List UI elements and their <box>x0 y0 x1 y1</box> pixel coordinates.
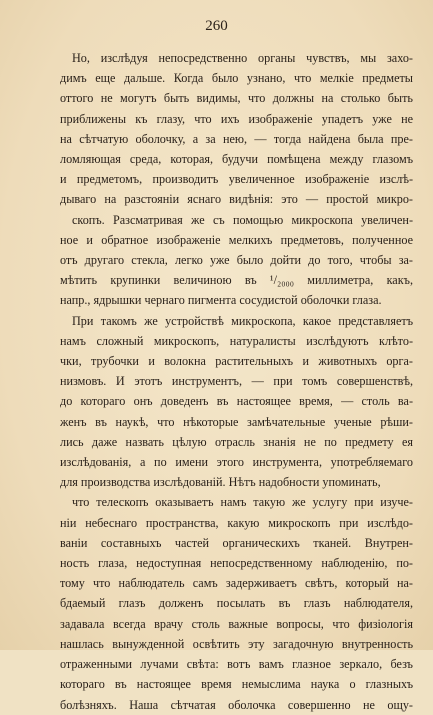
text-line: чки, трубочки и волокна растительныхъ и животныхъ орга- <box>60 354 413 369</box>
text-line: ное и обратное изображеніе мелкихъ предметовъ, полученное <box>60 232 413 247</box>
text-line: ваніи составныхъ частей органическихъ тканей. Внутрен- <box>60 535 413 550</box>
text-line: для производства изслѣдованій. Нѣтъ надобности упоминать, <box>60 475 381 490</box>
text-line: и предметомъ, производитъ увеличенное изображеніе изслѣ- <box>60 172 413 187</box>
text-line: до котораго онъ доведенъ въ настоящее время, — столь ва- <box>60 394 413 409</box>
text-line: что телескопъ оказываетъ намъ такую же услугу при изуче- <box>72 495 413 510</box>
text-line: на сѣтчатую оболочку, а за нею, — тогда найдена была пре- <box>60 131 413 146</box>
text-line: котораго въ настоящее время немыслима наука о глазныхъ <box>60 677 413 692</box>
text-line: отраженными лучами свѣта: вотъ вамъ глазное зеркало, безъ <box>60 657 413 672</box>
text-line: задавала всегда врачу столь важные вопросы, что физіологія <box>60 616 413 631</box>
body-text <box>60 48 413 715</box>
text-line: оттого не могутъ быть видимы, что должны на столько быть <box>60 91 413 106</box>
text-line: скопъ. Разсматривая же съ помощью микроскопа увеличен- <box>72 212 413 227</box>
page-number: 260 <box>205 18 228 34</box>
text-line: ломляющая среда, которая, будучи помѣщена между глазомъ <box>60 152 413 167</box>
text-line: напр., ядрышки чернаго пигмента сосудистой оболочки глаза. <box>60 293 382 308</box>
text-line: отъ другаго стекла, легко уже было дойти до того, чтобы за- <box>60 253 413 268</box>
text-line: низмовъ. И этотъ инструментъ, — при томъ совершенствѣ, <box>60 374 413 389</box>
text-line: лись даже назвать цѣлую отрасль знанія не по предмету ея <box>60 434 413 449</box>
text-line: болѣзняхъ. Наша сѣтчатая оболочка совершенно не ощу- <box>60 697 413 712</box>
text-line: димъ еще дальше. Когда было узнано, что мелкіе предметы <box>60 71 413 86</box>
text-line: женъ въ наукѣ, что нѣкоторые замѣчательные ученые рѣши- <box>60 414 413 429</box>
text-line: намъ сложный микроскопъ, натуралисты изслѣдуютъ клѣто- <box>60 333 413 348</box>
text-line: мѣтить крупинки величиною въ ¹/₂₀₀₀ миллиметра, какъ, <box>60 273 413 288</box>
text-line: изслѣдованія, а по имени этого инструмента, употребляемаго <box>60 455 413 470</box>
text-line: дываго на разстояніи яснаго видѣнія: это — простой микро- <box>60 192 413 207</box>
text-line: ніи небеснаго пространства, какую микроскопъ при изслѣдо- <box>60 515 413 530</box>
text-line: Но, изслѣдуя непосредственно органы чувствъ, мы захо- <box>72 51 413 65</box>
text-line: бдаемый глазъ долженъ посылать въ глазъ наблюдателя, <box>60 596 413 611</box>
text-line: приближены къ глазу, что ихъ изображеніе упадетъ уже не <box>60 111 413 126</box>
text-line: тому что наблюдатель самъ задерживаетъ свѣтъ, который на- <box>60 576 413 591</box>
text-line: нашлась вынужденной освѣтить эту загадочную внутренность <box>60 636 413 651</box>
text-line: При такомъ же устройствѣ микроскопа, какое представляетъ <box>72 313 413 328</box>
text-line: ность глаза, недоступная непосредственному наблюденію, по- <box>60 556 413 571</box>
